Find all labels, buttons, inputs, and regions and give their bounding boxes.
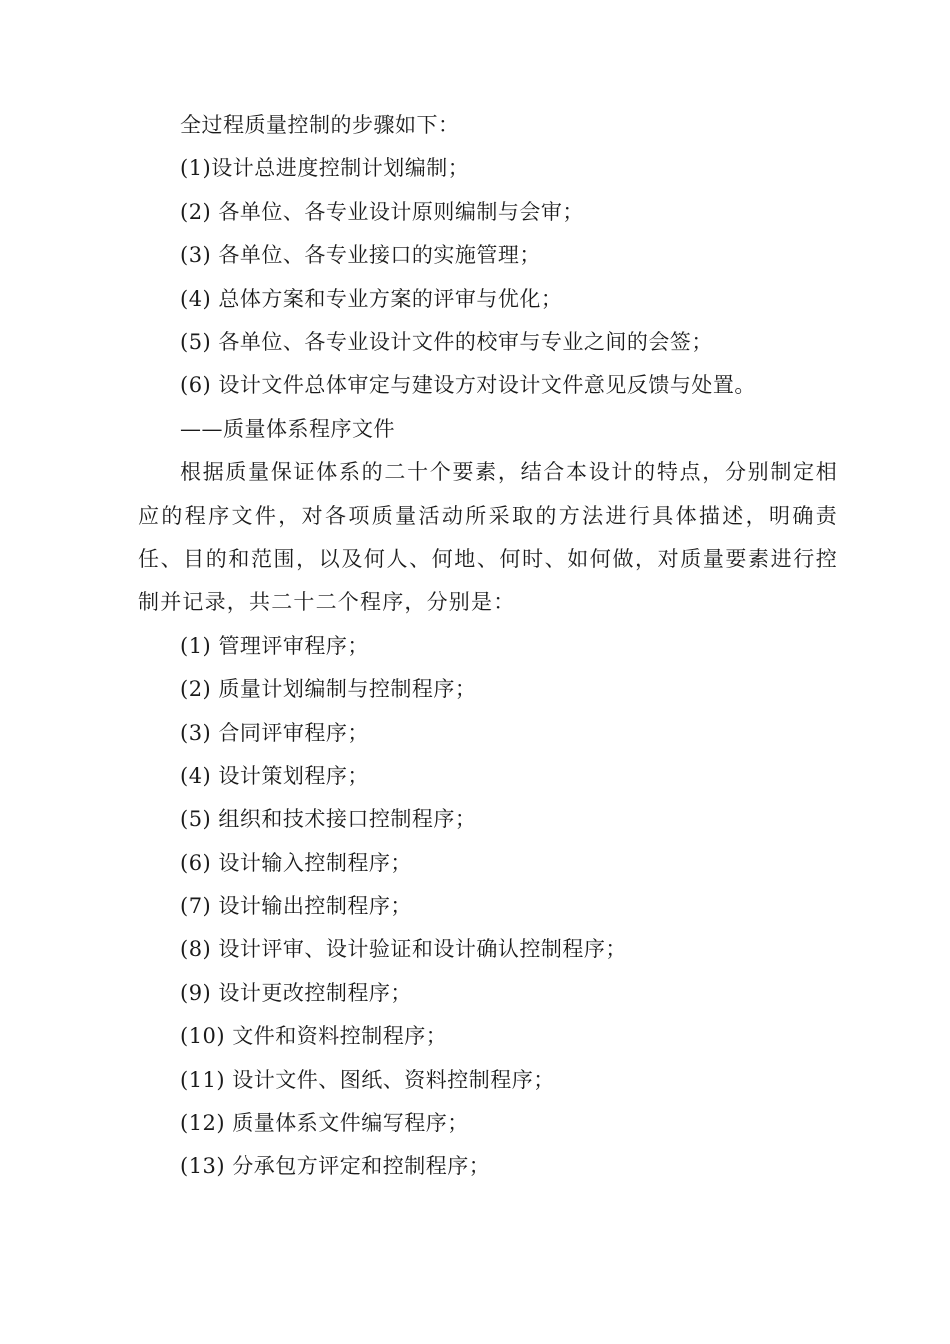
- list-item: (7) 设计输出控制程序；: [180, 894, 412, 919]
- list-item: (6) 设计文件总体审定与建设方对设计文件意见反馈与处置。: [180, 373, 756, 398]
- list-item: (12) 质量体系文件编写程序；: [180, 1111, 469, 1136]
- list-item: (3) 各单位、各专业接口的实施管理；: [180, 243, 541, 268]
- list-item: (6) 设计输入控制程序；: [180, 850, 412, 875]
- list-item: (1) 管理评审程序；: [180, 633, 369, 658]
- list-item: (5) 组织和技术接口控制程序；: [180, 807, 477, 832]
- intro-line: 全过程质量控制的步骤如下：: [180, 113, 460, 137]
- section-heading: ——质量体系程序文件: [180, 416, 395, 441]
- list-item: (2) 质量计划编制与控制程序；: [180, 677, 477, 702]
- list-item: (4) 总体方案和专业方案的评审与优化；: [180, 286, 563, 311]
- procedures-list: [138, 625, 838, 1189]
- list-item: (10) 文件和资料控制程序；: [180, 1024, 448, 1049]
- list-item: (2) 各单位、各专业设计原则编制与会审；: [180, 199, 584, 224]
- document-body: [138, 104, 838, 1189]
- list-item: (11) 设计文件、图纸、资料控制程序；: [180, 1067, 555, 1092]
- list-item: (3) 合同评审程序；: [180, 720, 369, 745]
- body-paragraph: 根据质量保证体系的二十个要素，结合本设计的特点，分别制定相应的程序文件，对各项质量活动所采取的方法进行具体描述，明确责任、目的和范围，以及何人、何地、何时、如何做，对质量要素进行控制并记录，共二十二个程序，分别是：: [138, 460, 838, 615]
- list-item: (5) 各单位、各专业设计文件的校审与专业之间的会签；: [180, 329, 713, 354]
- list-item: (8) 设计评审、设计验证和设计确认控制程序；: [180, 937, 627, 962]
- list-item: (4) 设计策划程序；: [180, 763, 369, 788]
- list-item: (9) 设计更改控制程序；: [180, 980, 412, 1005]
- list-item: (1)设计总进度控制计划编制；: [180, 156, 470, 181]
- list-item: (13) 分承包方评定和控制程序；: [180, 1154, 491, 1179]
- steps-list: [138, 147, 838, 407]
